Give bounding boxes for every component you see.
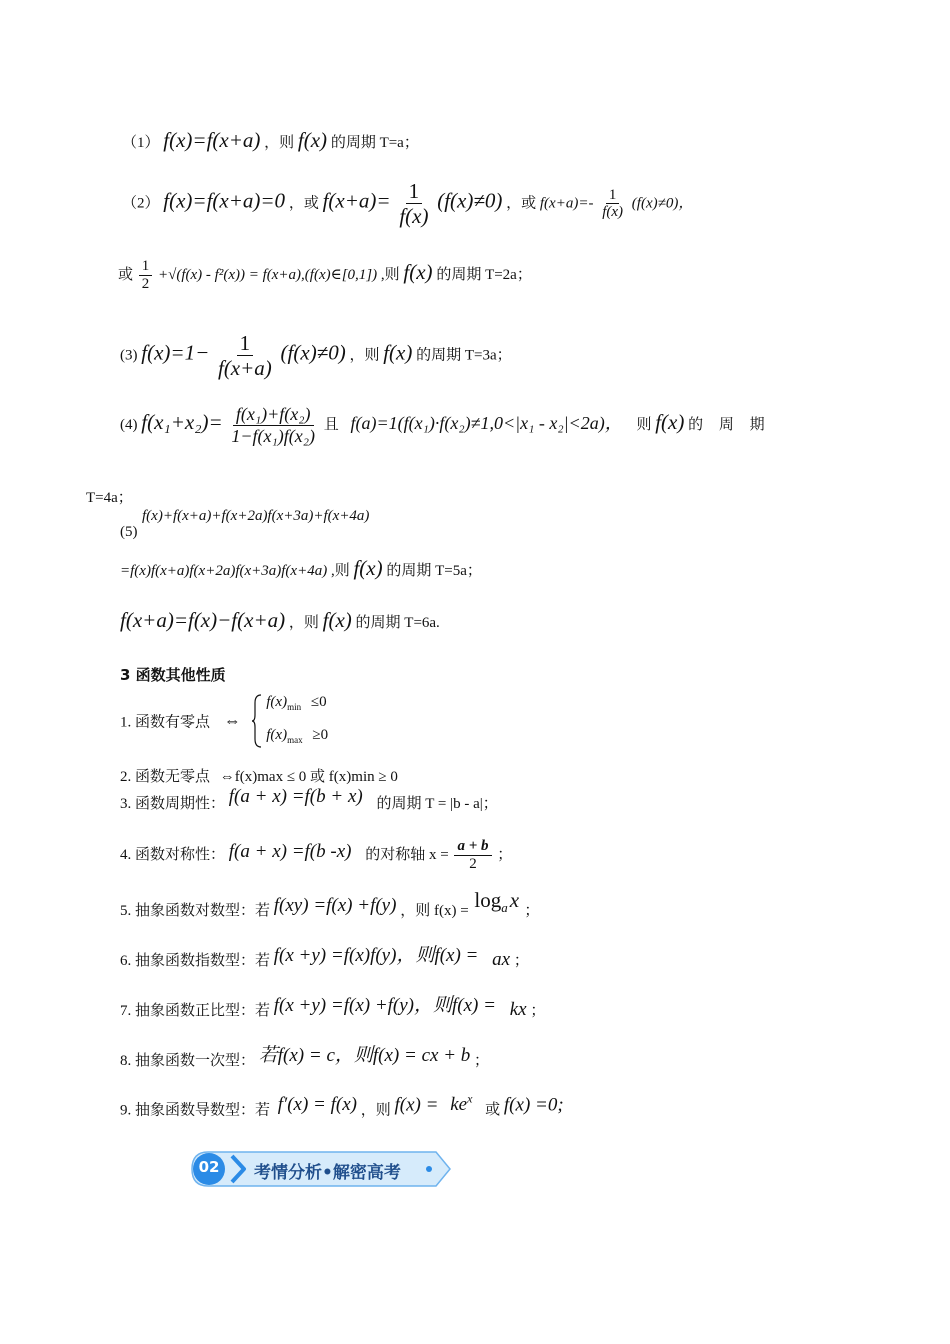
rule-1-equation: f(x)=f(x+a) (163, 128, 261, 152)
rule-3-fx: f(x) (383, 340, 413, 365)
section-banner (190, 1150, 452, 1188)
item-expression: f(x +y) =f(x)f(y)，则f(x) = (273, 945, 479, 966)
banner-title: 考情分析•解密高考 (254, 1163, 401, 1183)
fraction-denominator: 1−f(x₁)f(x₂) (231, 425, 316, 446)
item-text: 的对称轴 x = (365, 846, 449, 863)
rule-2-or2: ，或 (506, 195, 537, 212)
rule-3-lhs: f(x)=1− (141, 340, 210, 365)
rule-3-fraction (215, 332, 275, 380)
rule-2-cond2-fraction (396, 180, 431, 228)
item-expression-2: f(x) = (394, 1094, 439, 1116)
item-expression: f(xy) =f(x) +f(y) (273, 895, 397, 916)
brace-line-1 (266, 694, 326, 710)
item-tail: ； (524, 903, 540, 919)
rule-4-fx: f(x) (655, 410, 685, 435)
log-argument: x (509, 888, 520, 912)
rule-6 (120, 608, 440, 633)
axis-fraction (454, 838, 491, 873)
rule-2-cond2-condition: (f(x)≠0) (437, 188, 503, 213)
left-brace-icon (251, 693, 263, 749)
rule-2-index: （2） (122, 195, 160, 212)
rule-6-expression: f(x+a)=f(x)−f(x+a) (120, 608, 286, 632)
rule-3-result: 的周期 T=3a； (416, 347, 512, 364)
property-item-1 (120, 688, 328, 754)
property-item-5 (120, 888, 539, 920)
rule-3-index: (3) (120, 347, 138, 364)
item-label: 9. 抽象函数导数型：若 (120, 1102, 271, 1119)
property-item-9 (120, 1092, 564, 1119)
brace-sub: max (287, 735, 303, 745)
rule-4-result: 的 周 期 (688, 417, 771, 434)
log-word: log (474, 888, 502, 912)
rule-5-line2: =f(x)f(x+a)f(x+2a)f(x+3a)f(x+4a) (120, 563, 328, 579)
rule-5-fx: f(x) (353, 556, 383, 580)
property-item-8 (120, 1040, 489, 1070)
rule-4 (120, 405, 771, 446)
property-item-2 (120, 765, 398, 786)
item-label: 8. 抽象函数一次型： (120, 1053, 256, 1069)
item-label: 7. 抽象函数正比型：若 (120, 1003, 271, 1019)
brace-relation: ≤0 (310, 694, 327, 710)
property-item-4 (120, 838, 512, 873)
rule-2-cond3-condition: (f(x)≠0)， (631, 195, 694, 212)
rule-2b-sep: ,则 (380, 266, 400, 283)
rule-2b-half-fraction (139, 258, 153, 293)
fraction-numerator: 1 (139, 258, 153, 276)
item-result: ax (492, 949, 511, 970)
rule-4-fraction (228, 405, 318, 446)
result-exponent: x (467, 1092, 473, 1106)
item-tail: ； (530, 1003, 546, 1019)
item-text: ⇔f(x)max ≤ 0 或 f(x)min ≥ 0 (219, 769, 398, 785)
item-text: ，则 f(x) = (400, 903, 469, 919)
fraction-denominator: f(x) (399, 204, 429, 229)
rule-4-condition: f(a)=1(f(x₁)·f(x₂)≠1,0<|x₁ - x₂|<2a)， (350, 413, 623, 434)
equivalence-arrow: ⇔ (223, 711, 241, 730)
fraction-numerator: 1 (406, 180, 423, 204)
rule-2-cond3-fraction (599, 187, 626, 222)
brace-sub: min (287, 702, 302, 712)
item-text: 的周期 T = |b - a|； (376, 796, 498, 812)
item-result (450, 1094, 477, 1115)
rule-2b (118, 258, 532, 293)
fraction-denominator: f(x+a) (217, 356, 272, 381)
log-result (474, 888, 524, 916)
item-sep: ，则 (360, 1102, 391, 1119)
fraction-denominator: f(x) (602, 204, 624, 221)
fraction-numerator: 1 (237, 332, 254, 356)
fraction-numerator: f(x₁)+f(x₂) (233, 405, 314, 426)
item-tail: ； (497, 846, 513, 863)
fraction-numerator: a + b (454, 838, 491, 856)
property-item-6 (120, 940, 529, 971)
rule-2b-fx: f(x) (403, 259, 433, 284)
brace-relation: ≥0 (312, 727, 329, 743)
rule-4-then: 则 (636, 417, 652, 434)
rule-1-sep: ，则 (264, 135, 295, 151)
item-result: kx (509, 999, 527, 1020)
fraction-denominator: 2 (469, 855, 477, 872)
rule-5-index: (5) (120, 524, 138, 540)
brace-line-2 (266, 727, 328, 743)
item-label: 6. 抽象函数指数型：若 (120, 953, 271, 969)
rule-2b-result: 的周期 T=2a； (436, 266, 532, 283)
rule-5-sep: ,则 (330, 563, 350, 579)
item-label: 3. 函数周期性： (120, 796, 226, 812)
rule-2-cond2-lhs: f(x+a)= (322, 188, 391, 213)
rule-2b-expression: +√(f(x) - f²(x)) = f(x+a),(f(x)∈[0,1]) (158, 266, 378, 283)
rule-2 (122, 180, 693, 228)
rule-1-fx: f(x) (297, 128, 328, 152)
rule-4-index: (4) (120, 417, 138, 434)
item-expression: f(x +y) =f(x) +f(y)，则f(x) = (273, 995, 496, 1016)
rule-5 (120, 556, 482, 581)
item-label: 4. 函数对称性： (120, 846, 226, 863)
rule-2-cond1: f(x)=f(x+a)=0 (163, 188, 286, 213)
rule-1 (122, 128, 419, 153)
fraction-numerator: 1 (606, 187, 620, 205)
property-item-3 (120, 786, 498, 813)
item-or: 或 (485, 1102, 501, 1119)
rule-6-result: 的周期 T=6a. (355, 615, 440, 631)
fraction-denominator: 2 (141, 275, 150, 292)
brace-fx: f(x) (266, 727, 288, 743)
rule-4-continued: T=4a； (86, 490, 133, 506)
result-base: ke (450, 1094, 468, 1116)
rule-5-result: 的周期 T=5a； (386, 563, 482, 579)
rule-6-sep: ，则 (288, 615, 319, 631)
rule-3 (120, 332, 512, 380)
item-expression: 若f(x) = c，则f(x) = cx + b (258, 1045, 471, 1066)
item-label: 2. 函数无零点 (120, 769, 211, 785)
property-item-7 (120, 990, 545, 1021)
item-expression: f′(x) = f(x) (277, 1094, 357, 1116)
rule-4-and: 且 (323, 417, 339, 434)
section-heading: 3 函数其他性质 (120, 666, 226, 684)
log-base: a (501, 900, 508, 916)
rule-3-sep: ，则 (349, 347, 380, 364)
rule-2-cond3-lhs: f(x+a)=- (539, 195, 594, 212)
item-expression: f(a + x) =f(b + x) (228, 786, 363, 807)
brace-fx: f(x) (266, 694, 288, 710)
rule-6-fx: f(x) (322, 608, 352, 632)
rule-1-result: 的周期 T=a； (330, 135, 419, 151)
item-label: 5. 抽象函数对数型：若 (120, 903, 271, 919)
rule-1-index: （1） (122, 135, 160, 151)
banner-number: 02 (198, 1158, 220, 1176)
item-expression-3: f(x) =0; (503, 1094, 564, 1116)
item-label: 1. 函数有零点 (120, 714, 211, 731)
rule-4-lhs: f(x₁+x₂)= (141, 410, 223, 435)
item-tail: ； (474, 1053, 490, 1069)
rule-2-or1: ，或 (288, 195, 319, 212)
rule-3-condition: (f(x)≠0) (280, 340, 346, 365)
brace-system (251, 688, 329, 754)
rule-2b-or: 或 (118, 266, 134, 283)
item-tail: ； (513, 953, 529, 969)
rule-5-line1: f(x)+f(x+a)+f(x+2a)f(x+3a)+f(x+4a) (142, 508, 370, 524)
item-expression: f(a + x) =f(b -x) (228, 840, 352, 862)
